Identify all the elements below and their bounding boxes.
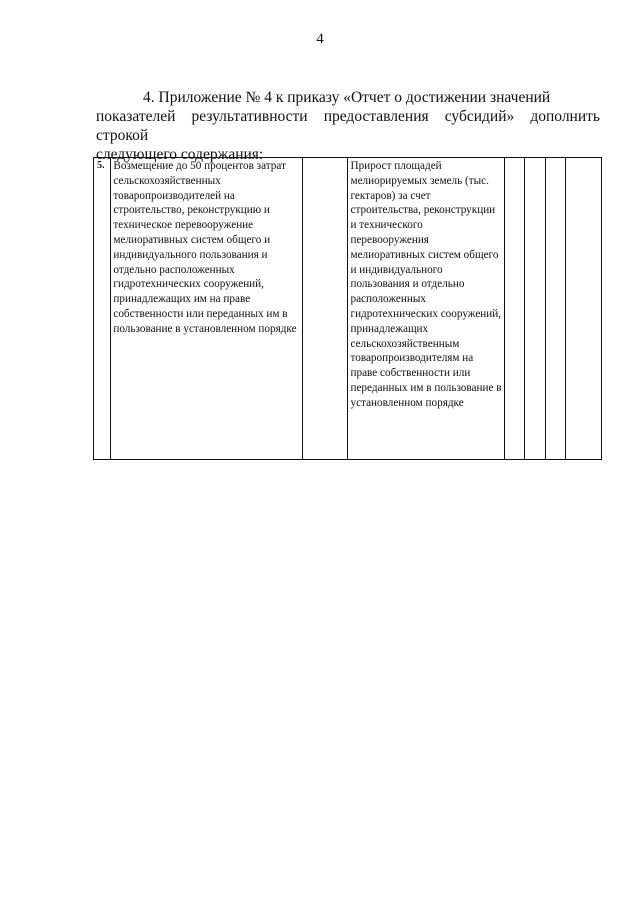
indicator-cell: Прирост площадей мелиорируемых земель (тыс. гектаров) за счет строительства, реконструкции и технического перевооружения мелиоративных систем общего и индивидуального пользования и отдельно расположенных гидротехнических сооружений, принадлежащих сельскохозяйственным товаропроизводителям на праве собственности или переданных им в пользование в установленном порядке — [348, 158, 504, 460]
empty-cell — [545, 158, 565, 460]
empty-cell — [525, 158, 545, 460]
measure-description-cell: Возмещение до 50 процентов затрат сельскохозяйственных товаропроизводителей на строительство, реконструкцию и техническое перевооружение мелиоративных систем общего и индивидуального пользования и отдельно расположенных гидротехнических сооружений, принадлежащих им на праве собственности или переданных им в пользование в установленном порядке — [111, 158, 302, 460]
table-row — [94, 158, 602, 460]
amendment-paragraph — [96, 88, 600, 164]
inserted-row-table — [93, 157, 602, 460]
empty-cell — [504, 158, 524, 460]
paragraph-line-3: следующего содержания: — [96, 146, 264, 163]
paragraph-line-2: показателей результативности предоставления субсидий» дополнить строкой — [96, 108, 600, 144]
paragraph-line-1: 4. Приложение № 4 к приказу «Отчет о достижении значений — [143, 89, 551, 106]
empty-cell — [566, 158, 602, 460]
row-number-cell: 5. — [94, 158, 111, 460]
empty-cell — [302, 158, 348, 460]
page-number: 4 — [316, 31, 324, 47]
